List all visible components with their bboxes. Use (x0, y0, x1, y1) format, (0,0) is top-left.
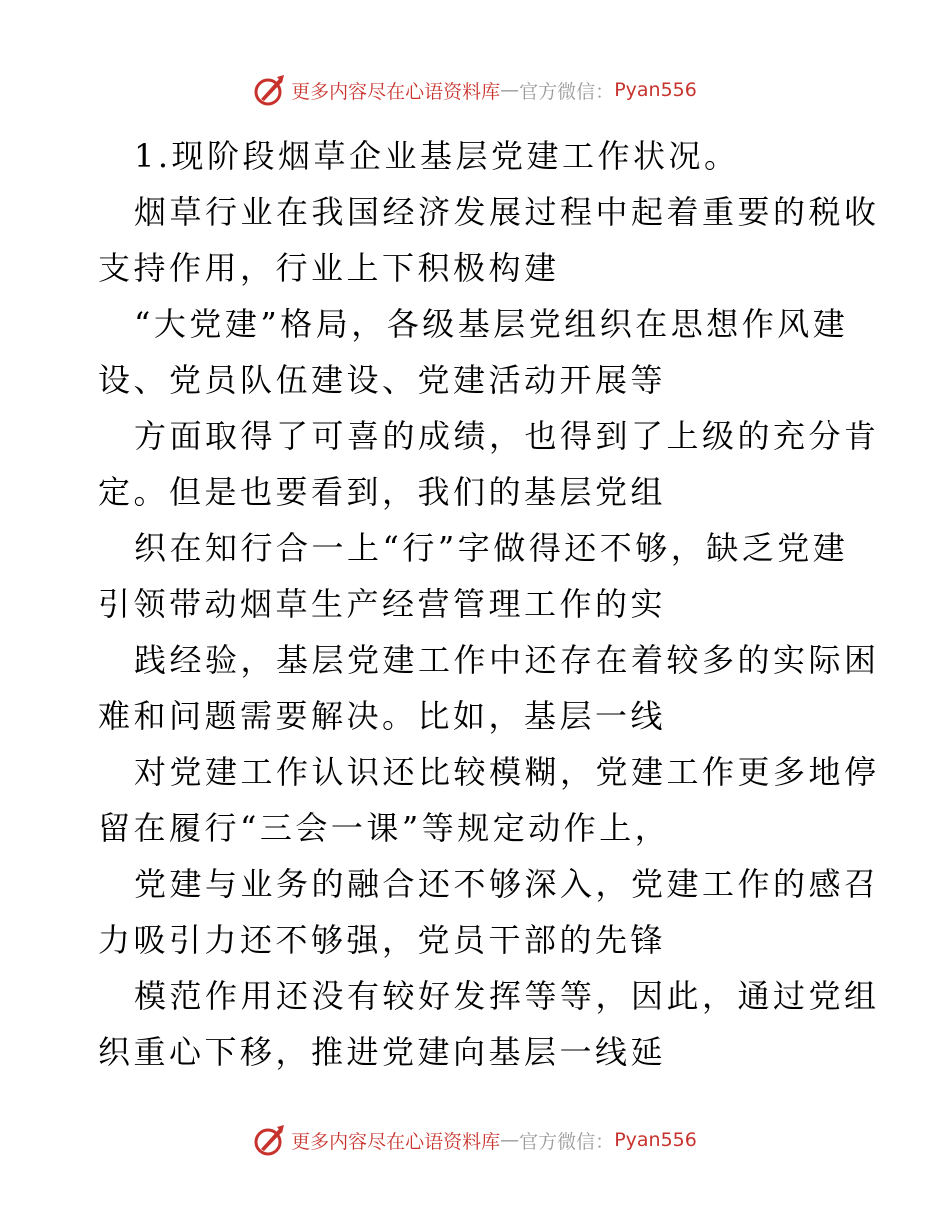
watermark-dash: — (500, 1129, 520, 1151)
watermark-title: 更多内容尽在心语资料库 (291, 80, 501, 103)
text-line: 模范作用还没有较好发挥等等，因此，通过党组 (134, 977, 880, 1015)
watermark-dash: — (500, 79, 520, 101)
text-line: 定。但是也要看到，我们的基层党组 (98, 473, 667, 511)
watermark-wechat-label: 官方微信： (519, 80, 615, 103)
document-body (98, 128, 880, 1080)
footer-watermark (0, 1120, 950, 1160)
watermark-title: 更多内容尽在心语资料库 (291, 1130, 501, 1153)
watermark-wechat-label: 官方微信： (519, 1130, 615, 1153)
text-line: 烟草行业在我国经济发展过程中起着重要的税收 (134, 193, 880, 231)
text-line: 方面取得了可喜的成绩，也得到了上级的充分肯 (134, 417, 880, 455)
text-line: 力吸引力还不够强，党员干部的先锋 (98, 921, 667, 959)
watermark-wechat-id: Pyan556 (614, 79, 697, 101)
text-line: “大党建”格局，各级基层党组织在思想作风建 (134, 305, 849, 343)
watermark-wechat-id: Pyan556 (614, 1129, 697, 1151)
text-line: 党建与业务的融合还不够深入，党建工作的感召 (134, 865, 880, 903)
text-line: 引领带动烟草生产经营管理工作的实 (98, 585, 667, 623)
text-line: 支持作用，行业上下积极构建 (98, 249, 560, 287)
text-line: 对党建工作认识还比较模糊，党建工作更多地停 (134, 753, 880, 791)
text-line: 织重心下移，推进党建向基层一线延 (98, 1033, 667, 1071)
quill-logo-icon (253, 73, 287, 107)
text-line: 织在知行合一上“行”字做得还不够，缺乏党建 (134, 529, 849, 567)
text-line: 践经验，基层党建工作中还存在着较多的实际困 (134, 641, 880, 679)
quill-logo-icon (253, 1123, 287, 1157)
text-line: 设、党员队伍建设、党建活动开展等 (98, 361, 667, 399)
text-line: 1.现阶段烟草企业基层党建工作状况。 (134, 137, 740, 175)
header-watermark (0, 70, 950, 110)
text-line: 留在履行“三会一课”等规定动作上， (98, 809, 671, 847)
text-line: 难和问题需要解决。比如，基层一线 (98, 697, 667, 735)
